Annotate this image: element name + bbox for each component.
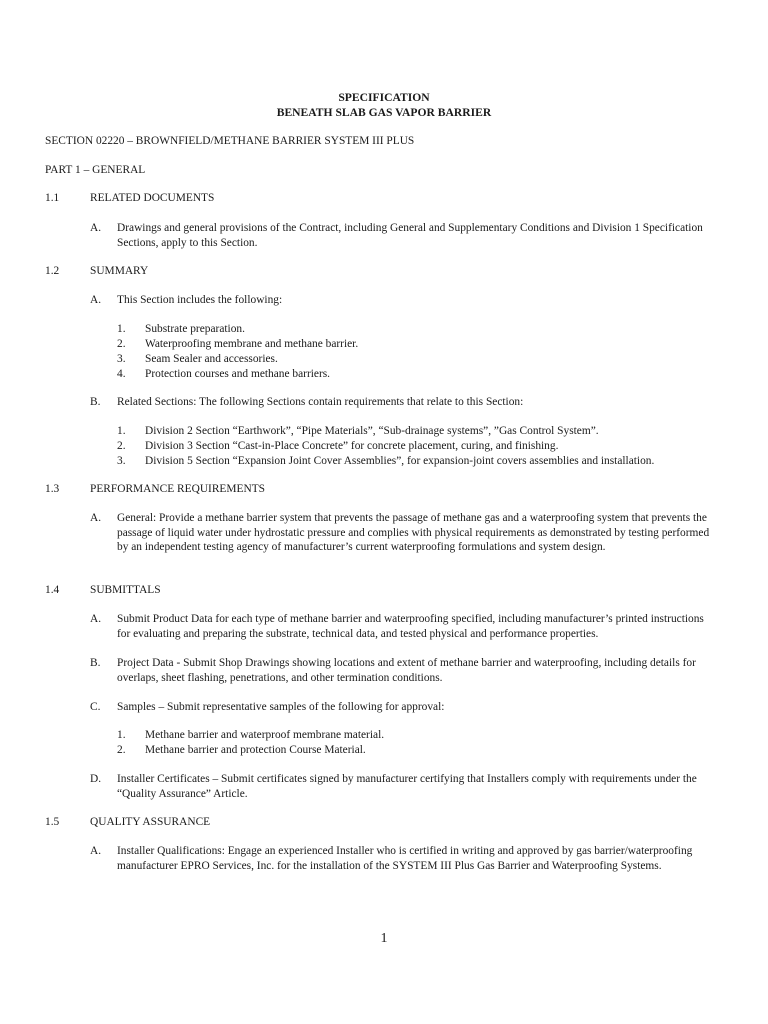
paragraph-text: General: Provide a methane barrier system that prevents the passage of methane gas and a waterproofing system that prevents the passage of liquid water under hydrostatic pressure and complies with physical requirements as demonstrated by testing performed by an independent testing agency of manufacturer’s current waterproofing formulations and system design. (117, 512, 710, 554)
part-heading: PART 1 – GENERAL (45, 164, 146, 176)
paragraph-text: This Section includes the following: (117, 294, 283, 306)
paragraph-label: A. (90, 512, 102, 524)
paragraph-text: Drawings and general provisions of the Contract, including General and Supplementary Conditions and Division 1 Specification Sections, apply to this Section. (117, 222, 703, 249)
list-item-text: Seam Sealer and accessories. (145, 353, 278, 365)
paragraph-text: Project Data - Submit Shop Drawings showing locations and extent of methane barrier and waterproofing, including details for overlaps, sheet flashing, penetrations, and other termination conditions. (117, 657, 696, 684)
paragraph-label: A. (90, 222, 102, 234)
paragraph-text: Related Sections: The following Sections contain requirements that relate to this Section: (117, 396, 524, 408)
list-item-number: 2. (117, 338, 126, 350)
list-item-number: 3. (117, 455, 126, 467)
list-item-text: Methane barrier and protection Course Material. (145, 744, 366, 756)
paragraph-text: Submit Product Data for each type of methane barrier and waterproofing specified, including manufacturer’s printed instructions for evaluating and preparing the substrate, technical data, and tested physical and performance properties. (117, 613, 704, 640)
list-item-text: Waterproofing membrane and methane barrier. (145, 338, 359, 350)
list-item-text: Substrate preparation. (145, 323, 245, 335)
page-number: 1 (380, 931, 388, 946)
list-item-text: Division 5 Section “Expansion Joint Cover Assemblies”, for expansion-joint covers assemblies and installation. (145, 455, 655, 467)
section-heading-1-2: SUMMARY (90, 265, 149, 277)
list-item-number: 4. (117, 368, 126, 380)
document-title: SPECIFICATION (338, 91, 430, 104)
paragraph-label: A. (90, 845, 102, 857)
list-item-number: 1. (117, 425, 126, 437)
list-item-text: Division 2 Section “Earthwork”, “Pipe Materials”, “Sub-drainage systems”, ”Gas Control System”. (145, 425, 599, 437)
list-item-number: 1. (117, 729, 126, 741)
list-item-number: 2. (117, 744, 126, 756)
section-number-1-3: 1.3 (45, 483, 60, 495)
section-number-1-1: 1.1 (45, 192, 60, 204)
list-item-number: 1. (117, 323, 126, 335)
paragraph-text: Samples – Submit representative samples of the following for approval: (117, 701, 445, 713)
section-heading-1-5: QUALITY ASSURANCE (90, 816, 211, 828)
section-heading-1-1: RELATED DOCUMENTS (90, 192, 215, 204)
section-number-1-2: 1.2 (45, 265, 60, 277)
paragraph-text: Installer Qualifications: Engage an experienced Installer who is certified in writing and approved by gas barrier/waterproofing manufacturer EPRO Services, Inc. for the installation of the SYSTEM III Plus Gas Barrier and Waterproofing Systems. (117, 845, 693, 872)
list-item-text: Division 3 Section “Cast-in-Place Concrete” for concrete placement, curing, and finishing. (145, 440, 559, 452)
paragraph-label: D. (90, 773, 102, 785)
paragraph-text: Installer Certificates – Submit certificates signed by manufacturer certifying that Installers comply with requirements under the “Quality Assurance” Article. (117, 773, 697, 800)
section-heading: SECTION 02220 – BROWNFIELD/METHANE BARRIER SYSTEM III PLUS (45, 135, 415, 147)
document-subtitle: BENEATH SLAB GAS VAPOR BARRIER (276, 106, 492, 119)
section-heading-1-3: PERFORMANCE REQUIREMENTS (90, 483, 265, 495)
list-item-number: 3. (117, 353, 126, 365)
section-heading-1-4: SUBMITTALS (90, 584, 161, 596)
paragraph-label: B. (90, 657, 101, 669)
list-item-text: Protection courses and methane barriers. (145, 368, 331, 380)
list-item-number: 2. (117, 440, 126, 452)
section-number-1-5: 1.5 (45, 816, 60, 828)
section-number-1-4: 1.4 (45, 584, 60, 596)
paragraph-label: B. (90, 396, 101, 408)
list-item-text: Methane barrier and waterproof membrane material. (145, 729, 385, 741)
paragraph-label: C. (90, 701, 101, 713)
paragraph-label: A. (90, 294, 102, 306)
paragraph-label: A. (90, 613, 102, 625)
